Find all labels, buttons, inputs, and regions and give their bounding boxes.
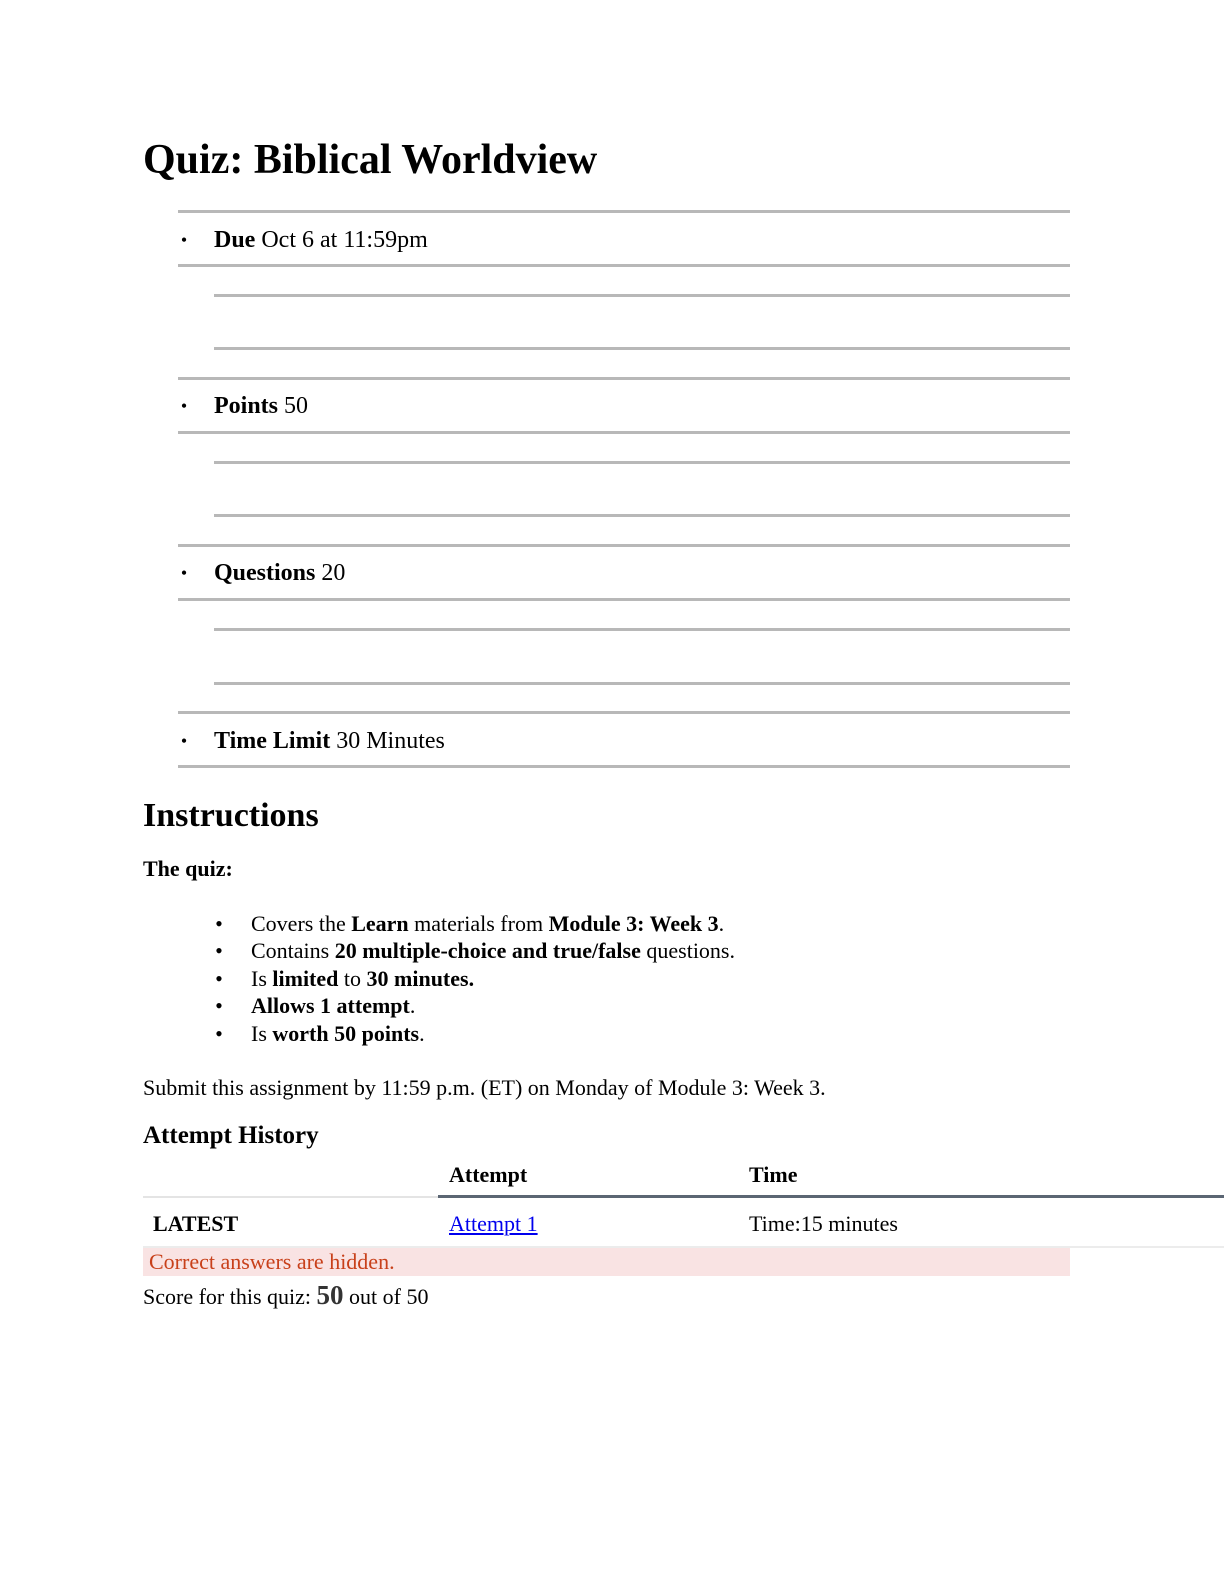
list-item: • Covers the Learn materials from Module 3: Week 3.: [212, 910, 735, 937]
divider: [214, 514, 1070, 517]
detail-label: Questions: [214, 560, 316, 586]
page-title: Quiz: Biblical Worldview: [143, 137, 598, 183]
instruction-list: [212, 910, 735, 1047]
bullet-icon: •: [180, 731, 188, 751]
list-item: • Allows 1 attempt.: [212, 992, 735, 1019]
divider: [214, 294, 1070, 297]
score-value: 50: [316, 1280, 344, 1310]
detail-value: 50: [284, 393, 309, 419]
bullet-icon: •: [180, 563, 188, 583]
divider: [178, 598, 1070, 601]
column-header-attempt: Attempt: [449, 1162, 528, 1187]
instructions-heading: Instructions: [143, 797, 319, 834]
attempt-1-link[interactable]: Attempt 1: [449, 1211, 538, 1236]
detail-label: Time Limit: [214, 728, 331, 754]
column-header-time: Time: [749, 1162, 798, 1187]
table-header-rule: [438, 1195, 1224, 1198]
divider: [178, 711, 1070, 714]
bullet-icon: •: [215, 993, 223, 1019]
list-item: • Contains 20 multiple-choice and true/false questions.: [212, 937, 735, 964]
bullet-icon: •: [215, 911, 223, 936]
divider: [178, 765, 1070, 768]
bullet-icon: •: [215, 965, 223, 991]
submit-note: Submit this assignment by 11:59 p.m. (ET) on Monday of Module 3: Week 3.: [143, 1075, 826, 1100]
detail-due: [178, 225, 1070, 255]
divider: [178, 264, 1070, 267]
score-suffix: out of 50: [343, 1284, 429, 1309]
detail-value: 30 Minutes: [336, 728, 445, 754]
attempt-history-heading: Attempt History: [143, 1122, 319, 1149]
detail-points: [178, 391, 1070, 421]
list-item: • Is worth 50 points.: [212, 1020, 735, 1047]
bullet-icon: •: [180, 230, 188, 250]
detail-label: Points: [214, 393, 279, 419]
table-header-rule: [143, 1196, 438, 1198]
notice-text: Correct answers are hidden.: [149, 1249, 395, 1274]
detail-questions: [178, 558, 1070, 588]
detail-value: 20: [321, 560, 346, 586]
divider: [178, 210, 1070, 213]
bullet-icon: •: [215, 938, 223, 964]
detail-label: Due: [214, 227, 256, 253]
answers-hidden-notice: [143, 1248, 1070, 1276]
divider: [214, 347, 1070, 350]
bullet-icon: •: [180, 396, 188, 416]
quiz-intro: The quiz:: [143, 856, 233, 881]
detail-value: Oct 6 at 11:59pm: [261, 227, 428, 253]
quiz-score: [143, 1280, 428, 1312]
divider: [178, 377, 1070, 380]
attempt-time: Time:15 minutes: [749, 1211, 898, 1236]
score-prefix: Score for this quiz:: [143, 1284, 317, 1309]
divider: [178, 431, 1070, 434]
divider: [178, 544, 1070, 547]
divider: [214, 461, 1070, 464]
latest-label: LATEST: [153, 1211, 239, 1236]
detail-time-limit: [178, 726, 1070, 756]
list-item: • Is limited to 30 minutes.: [212, 965, 735, 992]
divider: [214, 682, 1070, 685]
divider: [214, 628, 1070, 631]
bullet-icon: •: [215, 1020, 223, 1046]
